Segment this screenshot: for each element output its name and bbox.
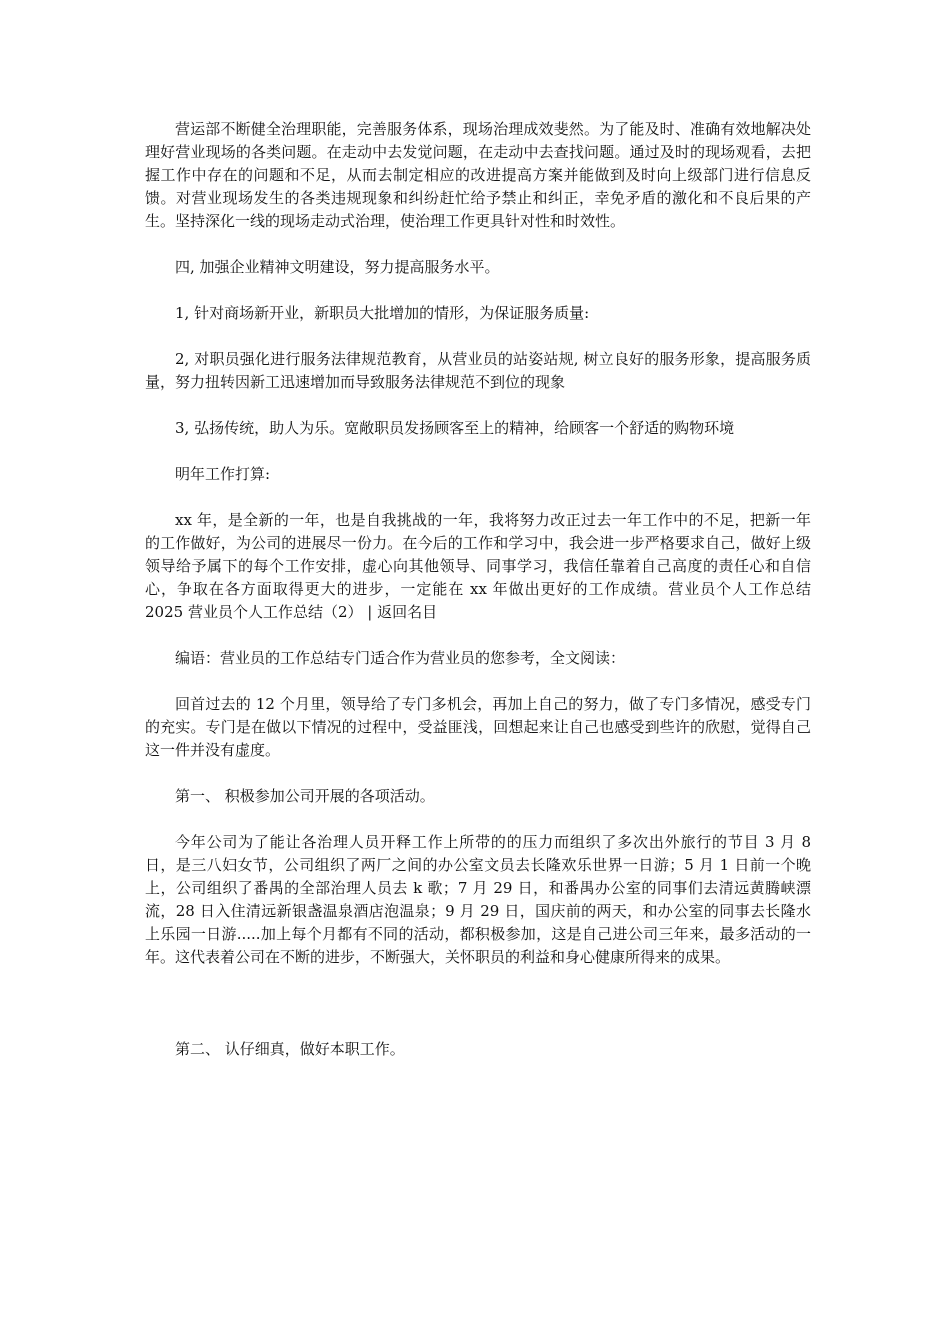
paragraph-next-year: xx 年，是全新的一年，也是自我挑战的一年，我将努力改正过去一年工作中的不足，把新一年的工作做好，为公司的进展尽一份力。在今后的工作和学习中，我会进一步严格要求自己，做好上级领导给予属下的每个工作安排，虚心向其他领导、同事学习，我信任靠着自己高度的责任心和自信心，争取在各方面取得更大的进步，一定能在 xx 年做出更好的工作成绩。营业员个人工作总结 2025 营业员个人工作总结（2） | 返回名目 [145, 511, 811, 621]
paragraph-review: 回首过去的 12 个月里，领导给了专门多机会，再加上自己的努力，做了专门多情况，感受专门的充实。专门是在做以下情况的过程中，受益匪浅，回想起来让自己也感受到些许的欣慰，觉得自己这一件并没有虚度。 [145, 695, 811, 759]
section-heading-first: 第一、 积极参加公司开展的各项活动。 [175, 787, 435, 805]
paragraph-operations: 营运部不断健全治理职能，完善服务体系，现场治理成效斐然。为了能及时、准确有效地解决处理好营业现场的各类问题。在走动中去发觉问题，在走动中去查找问题。通过及时的现场观看，去把握工作中存在的问题和不足，从而去制定相应的改进提高方案并能做到及时向上级部门进行信息反馈。对营业现场发生的各类违规现象和纠纷赶忙给予禁止和纠正，幸免矛盾的激化和不良后果的产生。坚持深化一线的现场走动式治理，使治理工作更具针对性和时效性。 [145, 120, 811, 230]
list-item-1: 1, 针对商场新开业，新职员大批增加的情形，为保证服务质量: [175, 304, 590, 322]
section-heading-four: 四, 加强企业精神文明建设，努力提高服务水平。 [175, 258, 500, 276]
list-item-3: 3, 弘扬传统，助人为乐。宽敞职员发扬顾客至上的精神，给顾客一个舒适的购物环境 [175, 419, 735, 437]
paragraph-activities: 今年公司为了能让各治理人员开释工作上所带的的压力而组织了多次出外旅行的节目 3 月 8 日，是三八妇女节，公司组织了两厂之间的办公室文员去长隆欢乐世界一日游；5 月 1 日前一个晚上，公司组织了番禺的全部治理人员去 k 歌；7 月 29 日，和番禺办公室的同事们去清远黄腾峡漂流，28 日入住清远新银盏温泉酒店泡温泉；9 月 29 日，国庆前的两天，和办公室的同事去长隆水上乐园一日游.....加上每个月都有不同的活动，都积极参加，这是自己进公司三年来，最多活动的一年。这代表着公司在不断的进步，不断强大，关怀职员的利益和身心健康所得来的成果。 [145, 833, 811, 966]
next-year-plan-heading: 明年工作打算: [175, 465, 271, 483]
list-item-2: 2, 对职员强化进行服务法律规范教育，从营业员的站姿站规, 树立良好的服务形象，提高服务质量，努力扭转因新工迅速增加而导致服务法律规范不到位的现象 [145, 350, 811, 391]
editor-note: 编语：营业员的工作总结专门适合作为营业员的您参考，全文阅读： [175, 649, 626, 667]
blank-gap [145, 992, 811, 1038]
section-heading-second: 第二、 认仔细真，做好本职工作。 [175, 1040, 405, 1058]
document-page [145, 118, 811, 1084]
